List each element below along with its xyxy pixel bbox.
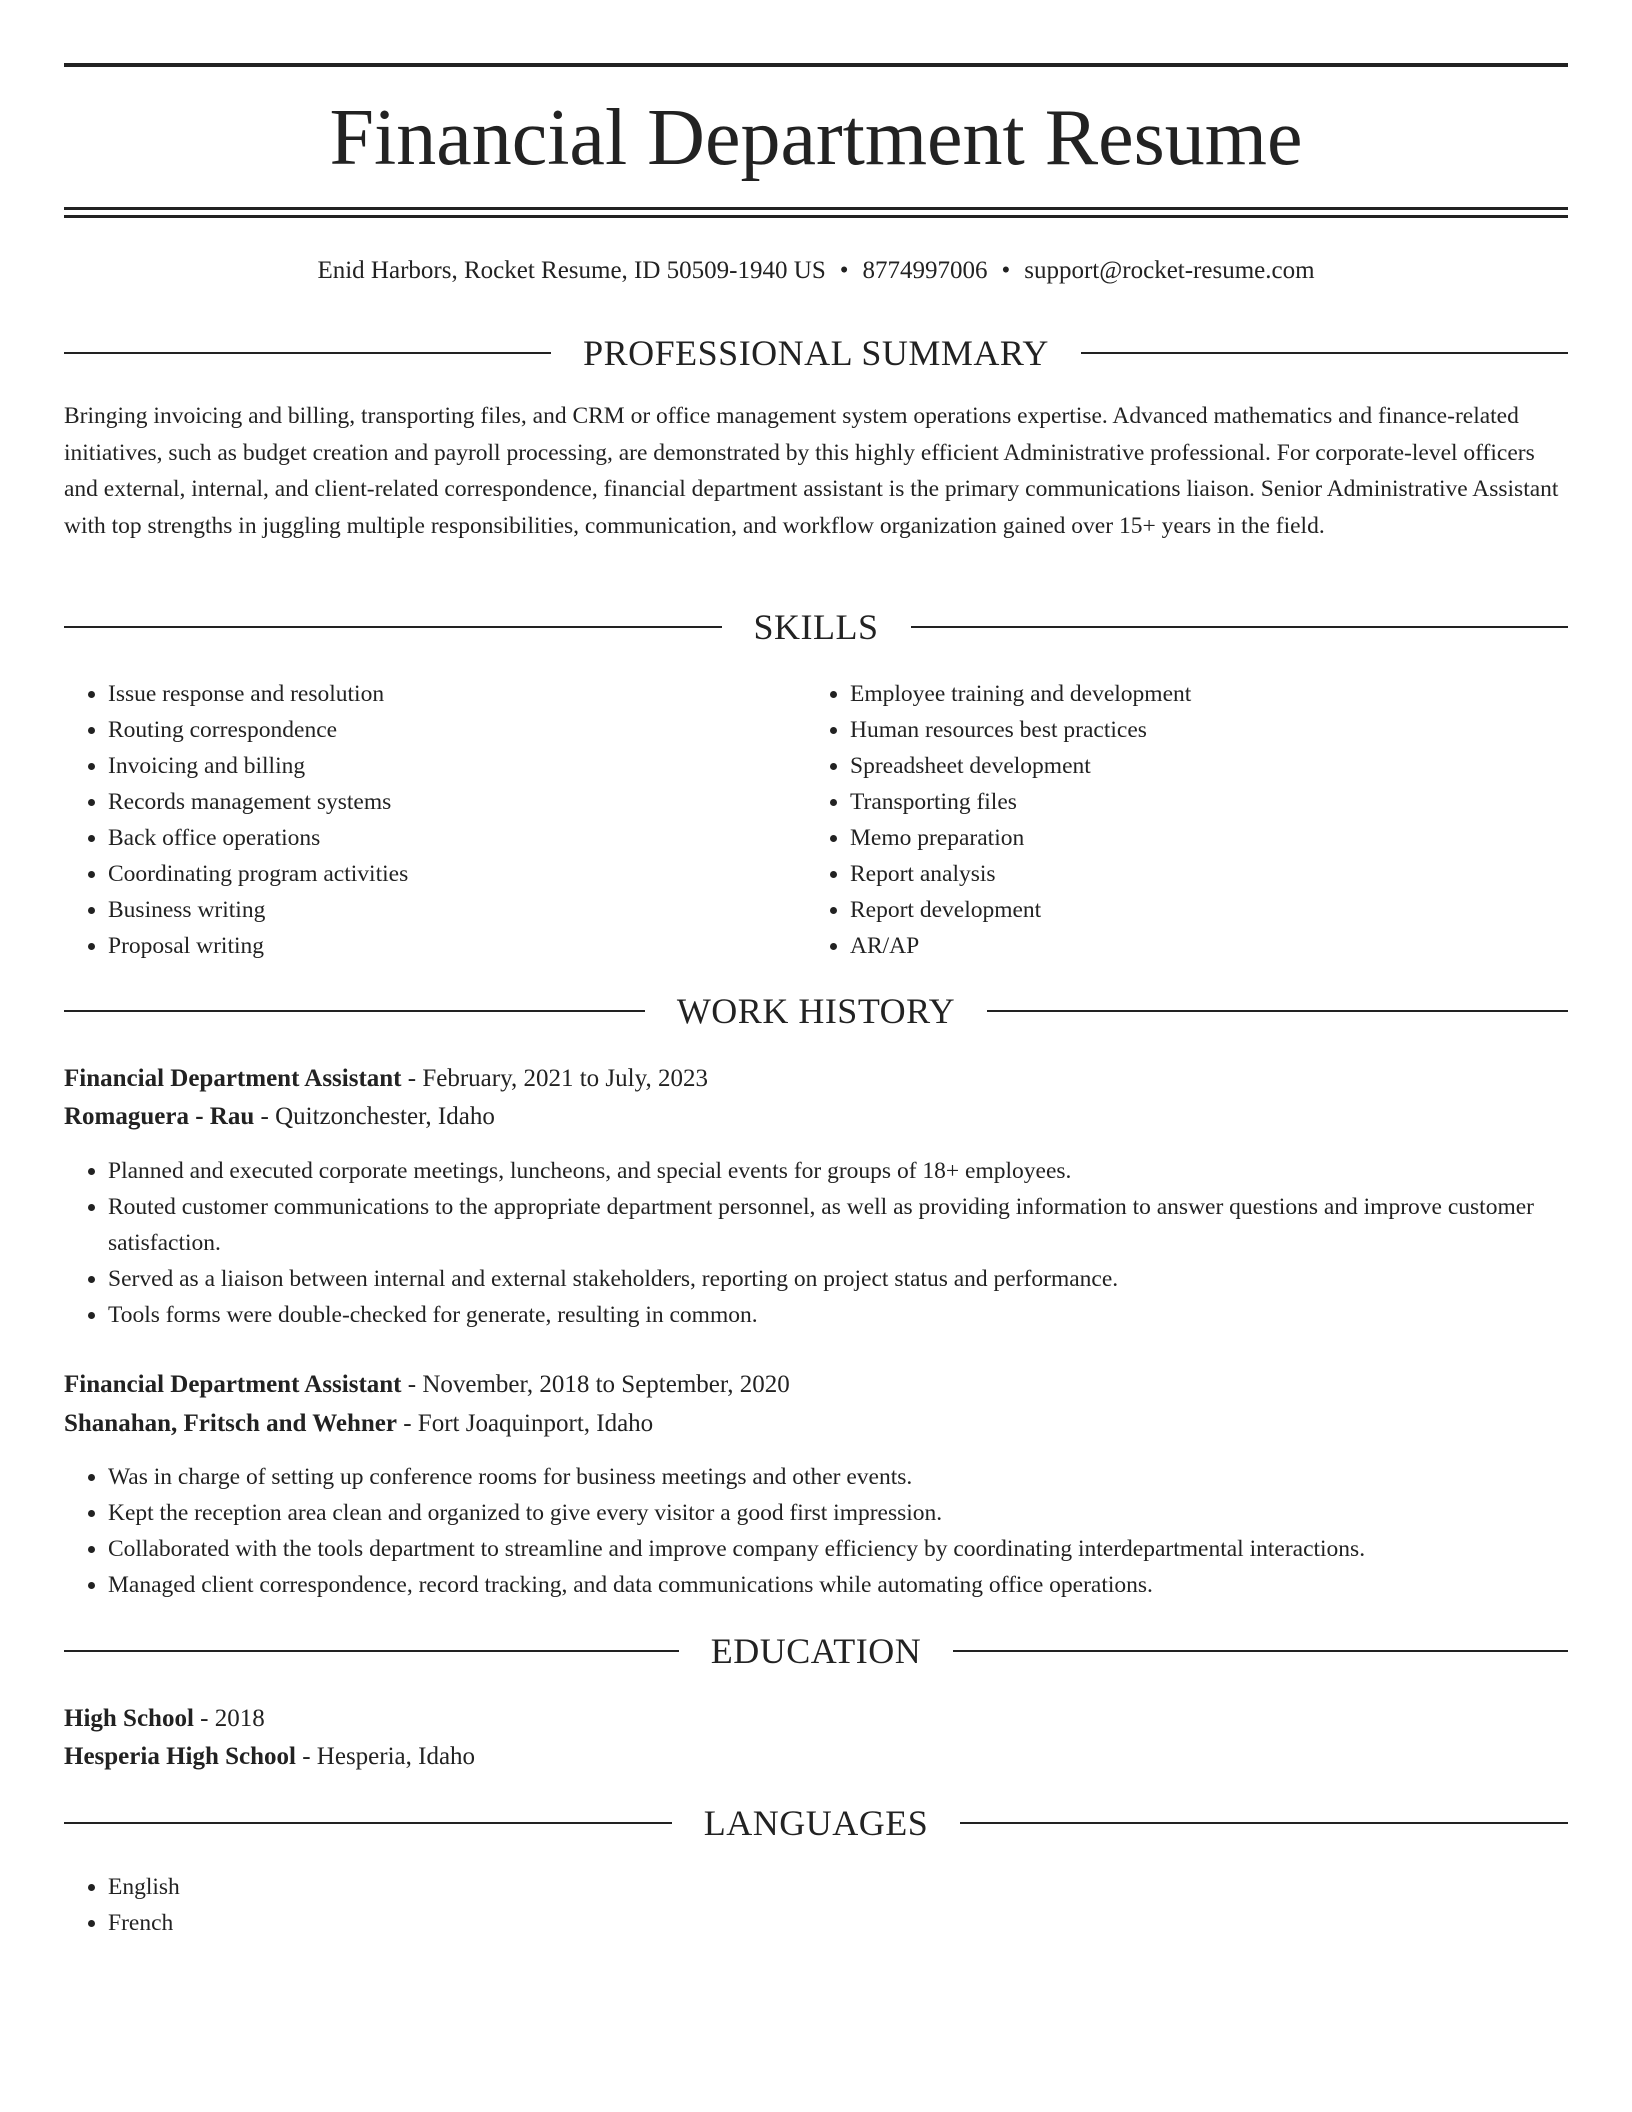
skill-item: • Back office operations (108, 820, 804, 856)
skill-item: • Proposal writing (108, 928, 804, 964)
job-bullet: • Routed customer communications to the appropriate department personnel, as well as providing information to answer questions and improve customer satisfaction. (108, 1189, 1568, 1261)
title-rule-lower (64, 215, 1568, 218)
skill-item: • Records management systems (108, 784, 804, 820)
job-bullets (64, 1459, 1568, 1603)
section-header-skills (64, 605, 1568, 649)
job-company: Shanahan, Fritsch and Wehner (64, 1410, 397, 1437)
skill-item: • Employee training and development (850, 676, 1546, 712)
section-rule (64, 352, 551, 354)
section-header-summary (64, 331, 1568, 375)
job-bullet: • Served as a liaison between internal and external stakeholders, reporting on project status and performance. (108, 1261, 1568, 1297)
title-rule-upper (64, 207, 1568, 210)
section-rule (953, 1650, 1568, 1652)
contact-line (64, 253, 1568, 289)
job-title-line (64, 1060, 1568, 1098)
job-title: Financial Department Assistant (64, 1065, 402, 1092)
section-rule (64, 626, 722, 628)
job-title-line (64, 1366, 1568, 1404)
job-bullet: • Collaborated with the tools department to streamline and improve company efficiency by coordinating interdepartmental interactions. (108, 1531, 1568, 1567)
language-item: • French (108, 1905, 1568, 1941)
education-school: Hesperia High School (64, 1743, 296, 1770)
top-rule (64, 63, 1568, 67)
education-degree-line (64, 1700, 1568, 1738)
job-bullet: • Tools forms were double-checked for generate, resulting in common. (108, 1297, 1568, 1333)
resume-title: Financial Department Resume (329, 94, 1303, 182)
skill-item: • Invoicing and billing (108, 748, 804, 784)
contact-email: support@rocket-resume.com (1024, 257, 1315, 284)
education-location: - Hesperia, Idaho (295, 1743, 476, 1770)
skill-item: • Issue response and resolution (108, 676, 804, 712)
section-header-work (64, 989, 1568, 1033)
job-location: - Fort Joaquinport, Idaho (396, 1410, 654, 1437)
contact-separator: • (1001, 257, 1011, 284)
languages-list (64, 1869, 1568, 1941)
section-title-education: EDUCATION (710, 1631, 922, 1671)
summary-text: Bringing invoicing and billing, transporting files, and CRM or office management system operations expertise. Advanced mathematics and finance-related initiatives, such as budget creation and payroll processing, are demonstrated by this highly efficient Administrative professional. For corporate-level officers and external, internal, and client-related correspondence, financial department assistant is the primary communications liaison. Senior Administrative Assistant with top strengths in juggling multiple responsibilities, communication, and workflow organization gained over 15+ years in the field. (64, 403, 1559, 539)
contact-address: Enid Harbors, Rocket Resume, ID 50509-1940 US (317, 257, 826, 284)
skills-right-column (806, 676, 1546, 964)
section-rule (64, 1650, 679, 1652)
section-rule (1081, 352, 1568, 354)
education-degree: High School (64, 1705, 194, 1732)
section-title-languages: LANGUAGES (703, 1803, 929, 1843)
skill-item: • Human resources best practices (850, 712, 1546, 748)
skill-item: • Business writing (108, 892, 804, 928)
job-company: Romaguera - Rau (64, 1103, 255, 1130)
skill-item: • Coordinating program activities (108, 856, 804, 892)
job-title: Financial Department Assistant (64, 1371, 402, 1398)
job-location: - Quitzonchester, Idaho (254, 1103, 495, 1130)
section-rule (64, 1822, 672, 1824)
skill-item: • Report analysis (850, 856, 1546, 892)
section-header-languages (64, 1801, 1568, 1845)
language-item: • English (108, 1869, 1568, 1905)
section-title-skills: SKILLS (753, 607, 879, 647)
job-bullet: • Was in charge of setting up conference rooms for business meetings and other events. (108, 1459, 1568, 1495)
job-dates: - November, 2018 to September, 2020 (401, 1371, 790, 1398)
job-company-line (64, 1405, 1568, 1443)
section-rule (987, 1010, 1568, 1012)
contact-phone: 8774997006 (862, 257, 988, 284)
section-rule (911, 626, 1569, 628)
job-bullets (64, 1153, 1568, 1333)
skill-item: • AR/AP (850, 928, 1546, 964)
skill-item: • Routing correspondence (108, 712, 804, 748)
section-rule (960, 1822, 1568, 1824)
skills-left-column (64, 676, 804, 964)
skill-item: • Report development (850, 892, 1546, 928)
job-bullet: • Planned and executed corporate meetings, luncheons, and special events for groups of 18+ employees. (108, 1153, 1568, 1189)
education-year: - 2018 (193, 1705, 265, 1732)
section-rule (64, 1010, 645, 1012)
education-school-line (64, 1738, 1568, 1776)
section-title-work: WORK HISTORY (676, 991, 956, 1031)
section-title-summary: PROFESSIONAL SUMMARY (583, 333, 1049, 373)
skill-item: • Spreadsheet development (850, 748, 1546, 784)
job-bullet: • Kept the reception area clean and organized to give every visitor a good first impression. (108, 1495, 1568, 1531)
job-dates: - February, 2021 to July, 2023 (401, 1065, 708, 1092)
skill-item: • Transporting files (850, 784, 1546, 820)
contact-separator: • (839, 257, 849, 284)
skill-item: • Memo preparation (850, 820, 1546, 856)
section-header-education (64, 1629, 1568, 1673)
job-company-line (64, 1098, 1568, 1136)
job-bullet: • Managed client correspondence, record tracking, and data communications while automating office operations. (108, 1567, 1568, 1603)
